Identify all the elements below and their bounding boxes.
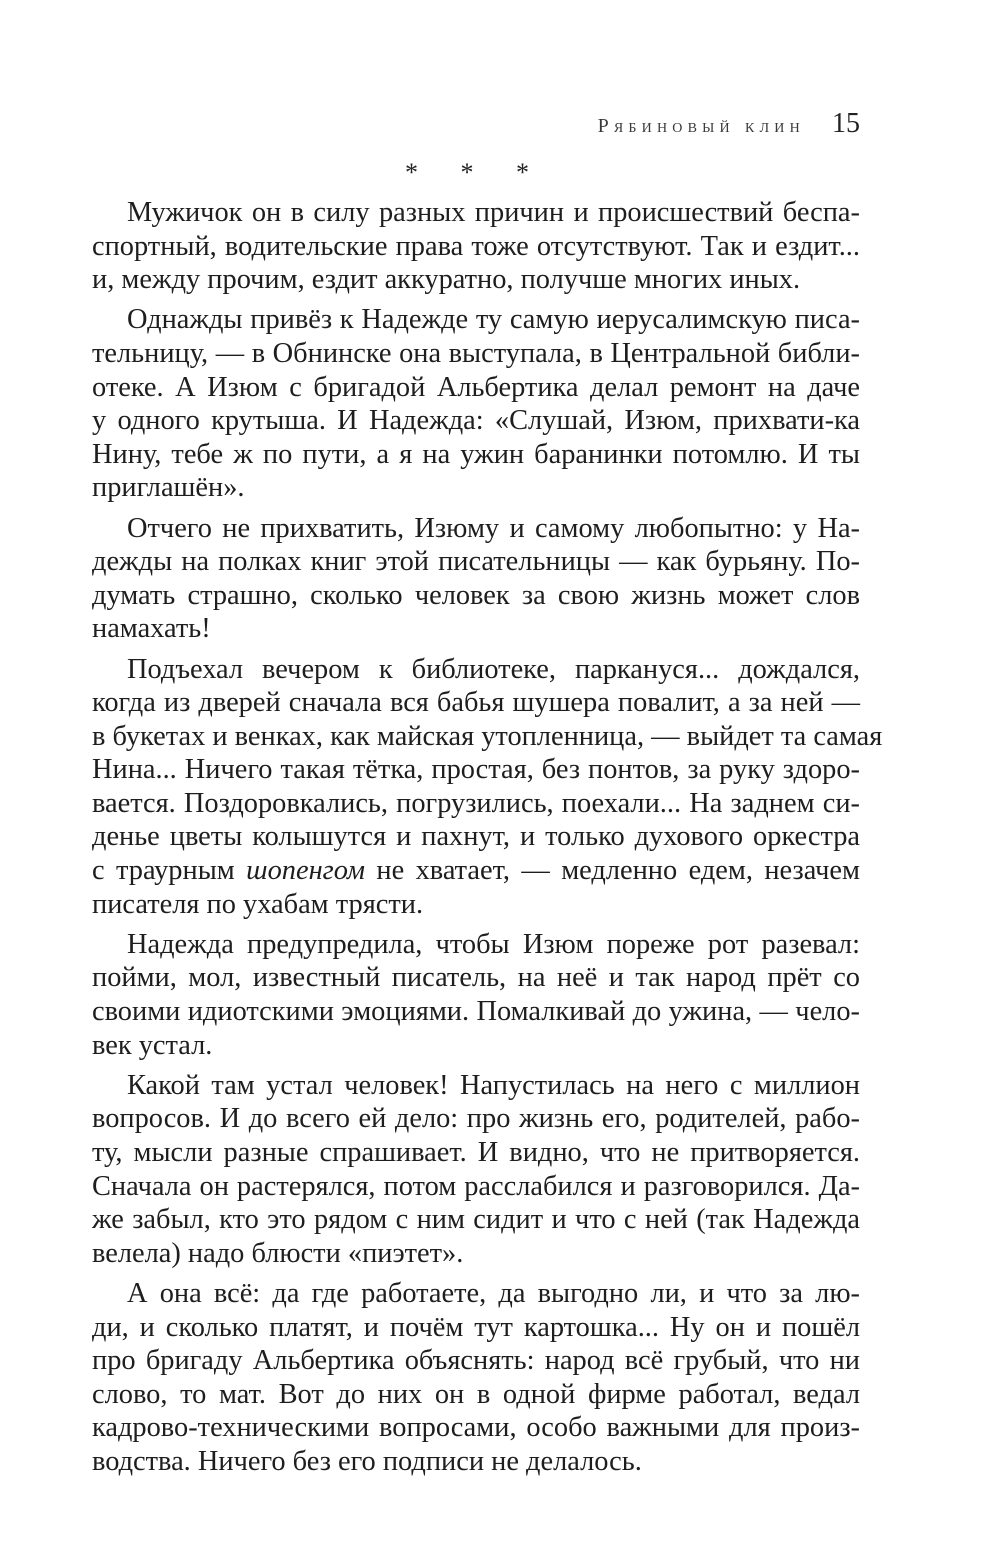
text-line: слово, то мат. Вот до них он в одной фирме работал, ведал <box>92 1378 860 1410</box>
text-line: век устал. <box>92 1029 213 1061</box>
text-line: Однажды привёз к Надежде ту самую иерусалимскую писа- <box>127 304 860 336</box>
text-fragment: с траурным <box>92 855 247 887</box>
text-line: Сначала он растерялся, потом расслабился и разговорился. Да- <box>92 1170 860 1202</box>
text-line: писателя по ухабам трясти. <box>92 888 424 920</box>
text-line: вопросов. И до всего ей дело: про жизнь его, родителей, рабо- <box>92 1103 860 1135</box>
running-head <box>92 108 860 144</box>
italic-word: шопенгом <box>246 855 365 887</box>
text-line: тельницу, — в Обнинске она выступала, в Центральной библи- <box>92 337 860 369</box>
text-line: денье цветы колышутся и пахнут, и только духового оркестра <box>92 821 860 853</box>
text-line: в букетах и венках, как майская утопленница, — выйдет та самая <box>92 720 883 752</box>
text-line-with-italic <box>92 854 860 888</box>
text-line: А она всё: да где работаете, да выгодно ли, и что за лю- <box>127 1277 860 1309</box>
text-line: Мужичок он в силу разных причин и происшествий беспа- <box>127 197 860 228</box>
text-line: пойми, мол, известный писатель, на неё и так народ прёт со <box>92 962 860 994</box>
page-number: 15 <box>832 108 860 139</box>
paragraph-6 <box>92 1069 860 1271</box>
text-line: Какой там устал человек! Напустилась на него с миллион <box>127 1069 860 1101</box>
text-line: ди, и сколько платят, и почём тут картошка... Ну он и пошёл <box>92 1311 860 1343</box>
text-line: вается. Поздоровкались, погрузились, поехали... На заднем си- <box>92 787 860 819</box>
text-line: ту, мысли разные спрашивает. И видно, что не притворяется. <box>92 1137 860 1168</box>
text-line: и, между прочим, ездит аккуратно, получше многих иных. <box>92 264 801 296</box>
text-line: Нину, тебе ж по пути, а я на ужин баранинки потомлю. И ты <box>92 438 860 470</box>
text-line: отеке. А Изюм с бригадой Альбертика делал ремонт на даче <box>92 371 860 403</box>
text-line: думать страшно, сколько человек за свою жизнь может слов <box>92 579 860 611</box>
text-line: водства. Ничего без его подписи не делалось. <box>92 1445 642 1477</box>
text-line: же забыл, кто это рядом с ним сидит и что с ней (так Надежда <box>92 1204 860 1236</box>
text-line: приглашён». <box>92 472 245 504</box>
paragraph-2 <box>92 303 860 505</box>
text-line: Подъехал вечером к библиотеке, паркануся... дождался, <box>127 653 860 685</box>
body-text <box>92 196 883 1485</box>
text-line: Надежда предупредила, чтобы Изюм пореже рот разевал: <box>127 928 860 960</box>
paragraph-5 <box>92 928 860 1062</box>
section-break: * * * <box>405 158 547 187</box>
text-line: спортный, водительские права тоже отсутствуют. Так и ездит... <box>92 230 860 262</box>
paragraph-3 <box>92 512 860 646</box>
paragraph-4 <box>92 653 883 922</box>
text-line: Нина... Ничего такая тётка, простая, без понтов, за руку здоро- <box>92 754 860 786</box>
text-line: своими идиотскими эмоциями. Помалкивай до ужина, — чело- <box>92 996 860 1028</box>
text-line: дежды на полках книг этой писательницы — как бурьяну. По- <box>92 546 860 578</box>
text-line: когда из дверей сначала вся бабья шушера повалит, а за ней — <box>92 687 860 719</box>
text-line: у одного крутыша. И Надежда: «Слушай, Изюм, прихвати-ка <box>92 405 860 437</box>
text-fragment: не хватает, — медленно едем, незачем <box>364 855 861 887</box>
text-line: велела) надо блюсти «пиэтет». <box>92 1237 464 1269</box>
paragraph-7 <box>92 1277 860 1479</box>
text-line: намахать! <box>92 613 211 645</box>
paragraph-1 <box>92 196 860 297</box>
text-line: про бригаду Альбертика объяснять: народ всё грубый, что ни <box>92 1345 860 1377</box>
running-title: Рябиновый клин <box>597 115 805 137</box>
text-line: кадрово-техническими вопросами, особо важными для произ- <box>92 1412 860 1444</box>
text-line: Отчего не прихватить, Изюму и самому любопытно: у На- <box>127 512 860 544</box>
